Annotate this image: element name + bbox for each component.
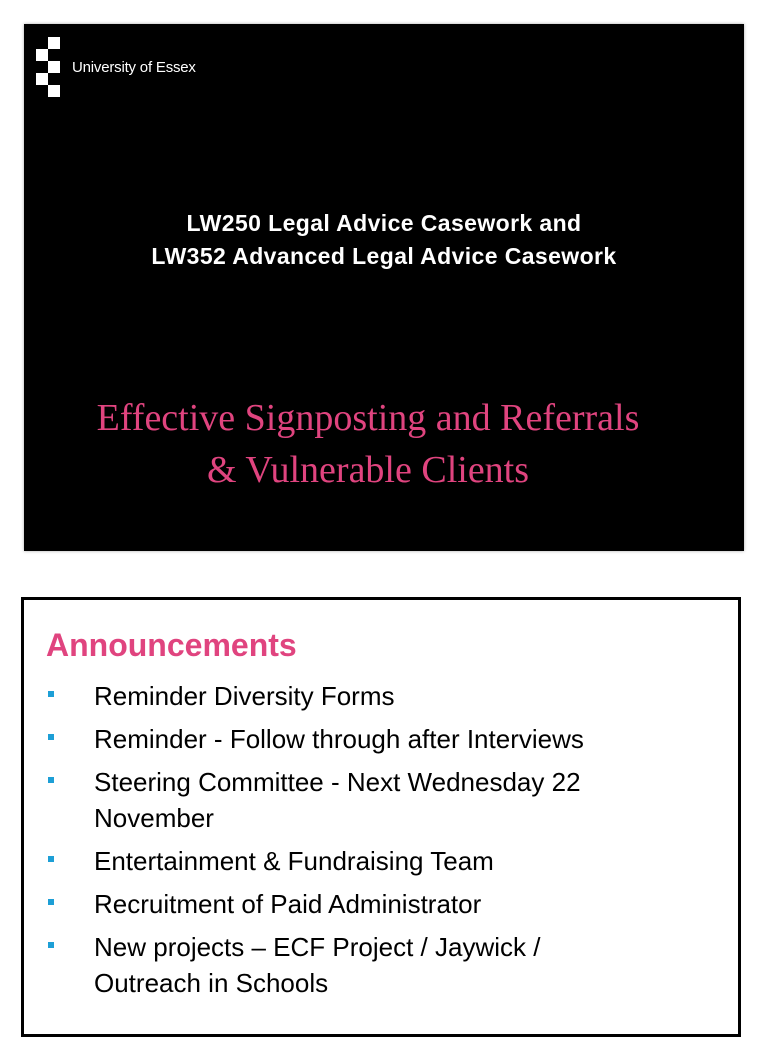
list-item-text: Entertainment & Fundraising Team (94, 846, 494, 876)
announcements-list (24, 678, 724, 1008)
square-bullet-icon (48, 777, 54, 783)
list-item (24, 721, 724, 757)
announcements-title: Announcements (46, 627, 297, 663)
list-item-text: Recruitment of Paid Administrator (94, 889, 482, 919)
logo-text: University of Essex (72, 59, 196, 76)
slide-heading-line: & Vulnerable Clients (206, 449, 530, 491)
announcements-slide (21, 597, 741, 1037)
list-item-text: November (94, 803, 214, 833)
square-bullet-icon (48, 942, 54, 948)
list-item (24, 929, 724, 1001)
square-bullet-icon (48, 856, 54, 862)
list-item-text: Reminder - Follow through after Interviews (94, 724, 584, 754)
course-title-line: LW250 Legal Advice Casework and (186, 210, 582, 236)
university-logo (36, 37, 216, 99)
square-bullet-icon (48, 691, 54, 697)
list-item (24, 886, 724, 922)
square-bullet-icon (48, 899, 54, 905)
course-title (24, 207, 744, 273)
course-title-line: LW352 Advanced Legal Advice Casework (151, 243, 617, 269)
list-item-text: New projects – ECF Project / Jaywick / (94, 932, 541, 962)
square-bullet-icon (48, 734, 54, 740)
list-item-text: Steering Committee - Next Wednesday 22 (94, 767, 581, 797)
checker-logo-icon (36, 37, 62, 99)
list-item (24, 678, 724, 714)
title-slide (24, 24, 744, 551)
list-item (24, 843, 724, 879)
slide-heading-line: Effective Signposting and Referrals (96, 397, 640, 439)
list-item-text: Reminder Diversity Forms (94, 681, 395, 711)
slide-heading (24, 392, 712, 496)
list-item-text: Outreach in Schools (94, 968, 329, 998)
list-item (24, 764, 724, 836)
